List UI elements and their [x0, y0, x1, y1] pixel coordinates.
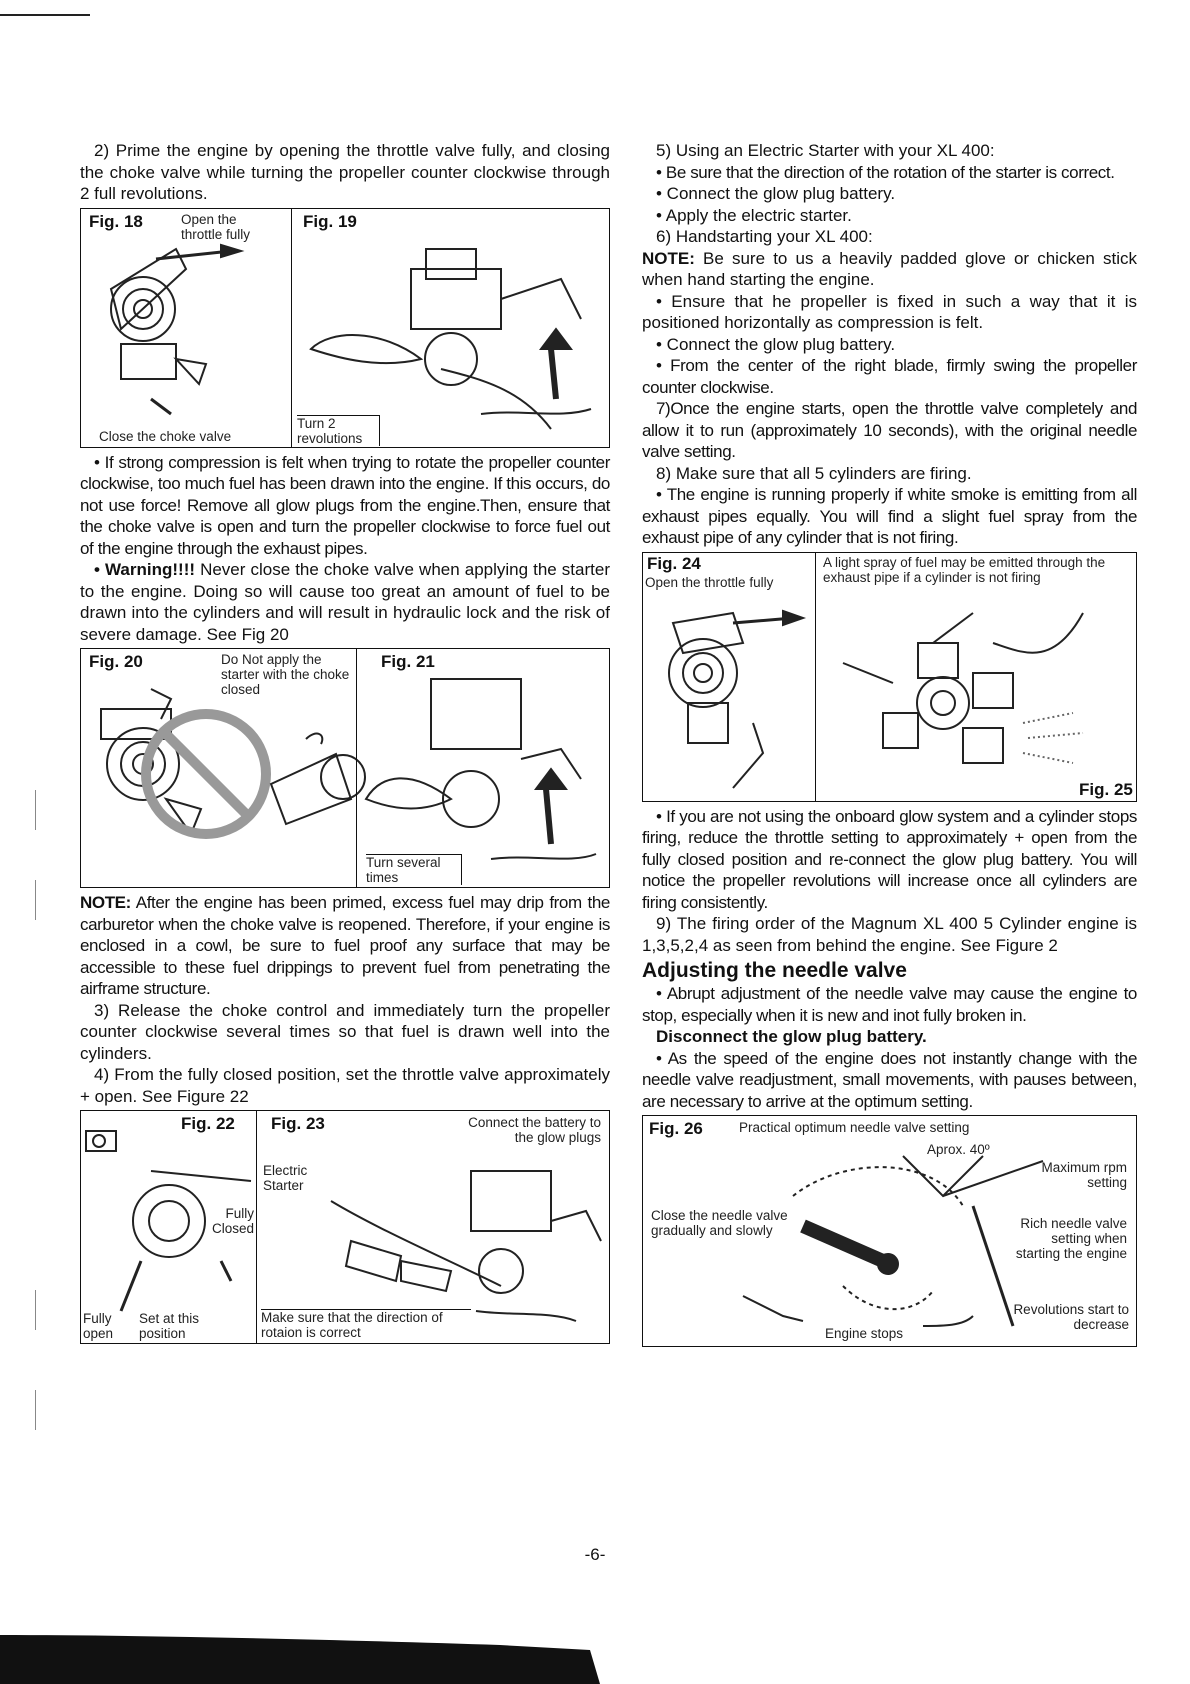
disconnect-battery-instruction: Disconnect the glow plug battery.: [656, 1027, 927, 1046]
warning-text: Never close the choke valve when applying the starter to the engine. Doing so will cause too great an amount of fuel to be drawn into the cylinders and will result in hydraulic lock and the risk of severe damage. See Fig 20: [80, 560, 610, 644]
connect-battery-bullet: • Connect the glow plug battery.: [656, 184, 896, 203]
strong-compression-paragraph: • If strong compression is felt when trying to rotate the propeller counter clockwise, too much fuel has been drawn into the engine. If this occurs, do not use force! Remove all glow plugs from the engine.Then, ensure that the choke valve is open and turn the propeller clockwise to force fuel out of the engine through the exhaust pipes.: [80, 452, 610, 558]
fig-26-engine-stops: Engine stops: [825, 1326, 904, 1341]
figure-18-19: [80, 208, 610, 448]
throttle-setting-paragraph: 4) From the fully closed position, set the throttle valve approximately + open. See Figure 22: [80, 1065, 610, 1106]
fig-22-caption-closed: Fully Closed: [211, 1206, 254, 1236]
fig-23-label: Fig. 23: [271, 1114, 325, 1133]
carburetor-and-propeller-illustration: [81, 209, 609, 448]
release-choke-paragraph: 3) Release the choke control and immediately turn the propeller counter clockwise several times so that fuel is drawn well into the cylinders.: [80, 1000, 610, 1063]
fig-20-label: Fig. 20: [89, 652, 143, 671]
margin-mark: [35, 1390, 36, 1430]
fig-22-caption-open: Fully open: [83, 1311, 114, 1341]
five-cylinders-paragraph: 8) Make sure that all 5 cylinders are firing.: [656, 463, 972, 483]
cylinder-stops-firing-bullet: • If you are not using the onboard glow system and a cylinder stops firing, reduce the throttle setting to approximately + open from the fully closed position and re-connect the glow plug battery. You will notice the propeller revolutions will increase once all cylinders are firing consistently.: [642, 806, 1137, 912]
propeller-position-bullet: • Ensure that he propeller is fixed in such a way that it is positioned horizontally as compression is felt.: [642, 291, 1137, 332]
fig-23-caption-starter: Electric Starter: [263, 1163, 308, 1193]
fig-22-caption-set: Set at this position: [139, 1311, 200, 1341]
figure-divider: [256, 1111, 257, 1343]
note-label: NOTE:: [642, 248, 695, 268]
note-text: After the engine has been primed, excess fuel may drip from the carburetor when the choke valve is reopened. Therefore, if your engine is enclosed in a cowl, be sure to fuel proof any surface that may be accessible to these fuel drippings to prevent fuel from penetrating the airframe structure.: [80, 893, 610, 998]
fig-23-caption-top: Connect the battery to the glow plugs: [468, 1115, 601, 1145]
margin-mark: [35, 790, 36, 830]
top-rule: [0, 14, 90, 16]
fig-21-label: Fig. 21: [381, 652, 435, 671]
starter-direction-bullet: • Be sure that the direction of the rotation of the starter is correct.: [656, 162, 1115, 182]
figure-divider: [815, 553, 816, 801]
fig-25-caption-top: A light spray of fuel may be emitted through the exhaust pipe if a cylinder is not firing: [823, 554, 1106, 585]
fig-24-caption-top: Open the throttle fully: [645, 574, 774, 590]
fig-26-rich-setting: Rich needle valve setting when starting the engine: [1015, 1216, 1127, 1261]
engine-starts-paragraph: 7)Once the engine starts, open the throttle valve completely and allow it to run (approximately 10 seconds), with the original needle valve setting.: [642, 399, 1137, 461]
handstarting-heading: 6) Handstarting your XL 400:: [656, 227, 873, 246]
fig-20-caption-top: Do Not apply the starter with the choke closed: [221, 652, 350, 697]
fig-22-label: Fig. 22: [181, 1114, 235, 1133]
fig-26-title: Practical optimum needle valve setting: [739, 1120, 970, 1135]
fig-21-caption-bottom: Turn several times: [366, 854, 462, 885]
scan-shadow: [0, 1615, 620, 1684]
swing-propeller-bullet: • From the center of the right blade, firmly swing the propeller counter clockwise.: [642, 356, 1137, 397]
fig-26-approx-angle: Aprox. 40º: [927, 1142, 990, 1157]
fig-23-caption-bottom: Make sure that the direction of rotaion is correct: [261, 1309, 471, 1340]
margin-mark: [35, 880, 36, 920]
connect-battery-bullet: • Connect the glow plug battery.: [656, 334, 896, 354]
right-column: [642, 140, 1137, 1351]
left-column: [80, 140, 610, 1348]
fig-26-max-rpm: Maximum rpm setting: [1041, 1160, 1127, 1190]
fig-26-revs-decrease: Revolutions start to decrease: [1013, 1302, 1129, 1332]
note-text: Be sure to us a heavily padded glove or chicken stick when hand starting the engine.: [642, 248, 1137, 289]
figure-22-23: [80, 1110, 610, 1344]
fig-18-label: Fig. 18: [89, 211, 143, 231]
fig-26-label: Fig. 26: [649, 1119, 703, 1138]
fig-25-label: Fig. 25: [1079, 779, 1133, 799]
margin-mark: [35, 1290, 36, 1330]
firing-order-paragraph: 9) The firing order of the Magnum XL 400 5 Cylinder engine is 1,3,5,2,4 as seen from behind the engine. See Figure 2: [642, 914, 1137, 955]
apply-starter-bullet: • Apply the electric starter.: [656, 205, 852, 225]
needle-valve-heading: Adjusting the needle valve: [642, 959, 907, 982]
fig-18-caption-bottom: Close the choke valve: [99, 428, 232, 444]
figure-26: [642, 1115, 1137, 1347]
figure-20-21: [80, 648, 610, 888]
figure-24-25: [642, 552, 1137, 802]
white-smoke-bullet: • The engine is running properly if white smoke is emitting from all exhaust pipes equally. You will find a slight fuel spray from the exhaust pipe of any cylinder that is not firing.: [642, 485, 1137, 547]
fig-19-label: Fig. 19: [303, 211, 357, 231]
fig-26-close-needle: Close the needle valve gradually and slowly: [651, 1208, 788, 1238]
small-movements-bullet: • As the speed of the engine does not instantly change with the needle valve readjustment, small movements, with pauses between, are necessary to arrive at the optimum setting.: [642, 1048, 1137, 1111]
throttle-and-fuel-spray-illustration: [643, 553, 1136, 802]
prime-engine-paragraph: 2) Prime the engine by opening the throttle valve fully, and closing the choke valve while turning the propeller counter clockwise through 2 full revolutions.: [80, 141, 610, 203]
figure-divider: [356, 649, 357, 887]
fig-19-caption-bottom: Turn 2 revolutions: [297, 415, 380, 446]
warning-label: • Warning!!!!: [94, 560, 196, 579]
figure-divider: [291, 209, 292, 447]
fig-24-label: Fig. 24: [647, 553, 701, 573]
electric-starter-heading: 5) Using an Electric Starter with your XL 400:: [656, 141, 995, 160]
fig-18-caption-top: Open the throttle fully: [181, 211, 251, 242]
abrupt-adjustment-bullet: • Abrupt adjustment of the needle valve may cause the engine to stop, especially when it is new and inot fully broken in.: [642, 984, 1137, 1025]
note-label: NOTE:: [80, 893, 131, 912]
page-number: -6-: [584, 1545, 606, 1564]
